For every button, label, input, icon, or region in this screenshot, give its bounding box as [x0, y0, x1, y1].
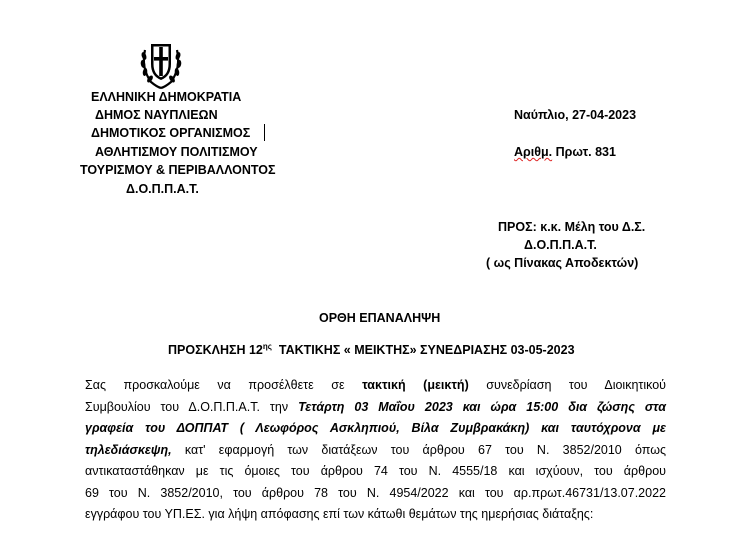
protocol-label: Αριθμ. — [514, 145, 553, 159]
paragraph-line — [85, 461, 666, 483]
paragraph-line — [85, 483, 666, 505]
recipients-line-3: ( ως Πίνακας Αποδεκτών) — [486, 256, 639, 270]
subtitle-suffix: ΤΑΚΤΙΚΗΣ « ΜΕΙΚΤΗΣ» ΣΥΝΕΔΡΙΑΣΗΣ 03-05-2023 — [278, 343, 575, 357]
meeting-datetime: Τετάρτη 03 Μαΐου 2023 και ώρα 15:00 δια ζώσης στα — [298, 399, 666, 414]
protocol-number — [514, 145, 616, 159]
header-line-republic: ΕΛΛΗΝΙΚΗ ΔΗΜΟΚΡΑΤΙΑ — [91, 90, 242, 104]
recipients-line-1: ΠΡΟΣ: κ.κ. Μέλη του Δ.Σ. — [498, 220, 646, 234]
meeting-type: τακτική (μεικτή) — [362, 378, 469, 392]
recipients-line-2: Δ.Ο.Π.Π.Α.Τ. — [524, 238, 597, 252]
teleconference-label: τηλεδιάσκεψη, — [85, 442, 172, 457]
paragraph-text: εγγράφου του ΥΠ.ΕΣ. για λήψη απόφασης επί των κάτωθι θεμάτων της ημερήσιας διάταξης: — [85, 507, 594, 521]
paragraph-text: αντικαταστάθηκαν με τις όμοιες του άρθρου 74 του Ν. 4555/18 και ισχύουν, του άρθρου — [85, 464, 666, 478]
header-line-acronym: Δ.Ο.Π.Π.Α.Τ. — [126, 182, 199, 196]
subtitle-superscript: ης — [262, 341, 272, 351]
place-date: Ναύπλιο, 27-04-2023 — [514, 108, 637, 122]
header-line-tourism-environment: ΤΟΥΡΙΣΜΟΥ & ΠΕΡΙΒΑΛΛΟΝΤΟΣ — [80, 163, 276, 177]
document-title: ΟΡΘΗ ΕΠΑΝΑΛΗΨΗ — [319, 311, 441, 325]
invitation-paragraph — [85, 375, 666, 526]
header-line-organization: ΔΗΜΟΤΙΚΟΣ ΟΡΓΑΝΙΣΜΟΣ — [91, 126, 251, 140]
document-subtitle — [168, 343, 575, 357]
paragraph-line — [85, 418, 666, 440]
paragraph-text: κατ' εφαρμογή των διατάξεων του άρθρου 67 του Ν. 3852/2010 όπως — [171, 442, 666, 457]
protocol-value: Πρωτ. 831 — [555, 145, 616, 159]
paragraph-line — [85, 440, 666, 462]
paragraph-text: Σας προσκαλούμε να προσέλθετε σε — [85, 378, 363, 392]
paragraph-line — [85, 375, 666, 397]
paragraph-line — [85, 504, 666, 526]
paragraph-line — [85, 397, 666, 419]
paragraph-text: Συμβουλίου του Δ.Ο.Π.Π.Α.Τ. την — [85, 399, 299, 414]
paragraph-text: 69 του Ν. 3852/2010, του άρθρου 78 του Ν. 4954/2022 και του αρ.πρωτ.46731/13.07.2022 — [85, 485, 666, 500]
paragraph-text: συνεδρίαση του Διοικητικού — [468, 378, 666, 392]
text-cursor-bar — [264, 124, 265, 141]
meeting-location: γραφεία του ΔΟΠΠΑΤ ( Λεωφόρος Ασκληπιού, Βίλα Ζυμβρακάκη) και ταυτόχρονα με — [85, 421, 666, 435]
header-line-municipality: ΔΗΜΟΣ ΝΑΥΠΛΙΕΩΝ — [95, 108, 218, 122]
greek-coat-of-arms-icon — [137, 38, 185, 90]
header-line-sports-culture: ΑΘΛΗΤΙΣΜΟΥ ΠΟΛΙΤΙΣΜΟΥ — [95, 145, 258, 159]
subtitle-prefix: ΠΡΟΣΚΛΗΣΗ 12 — [168, 343, 263, 357]
